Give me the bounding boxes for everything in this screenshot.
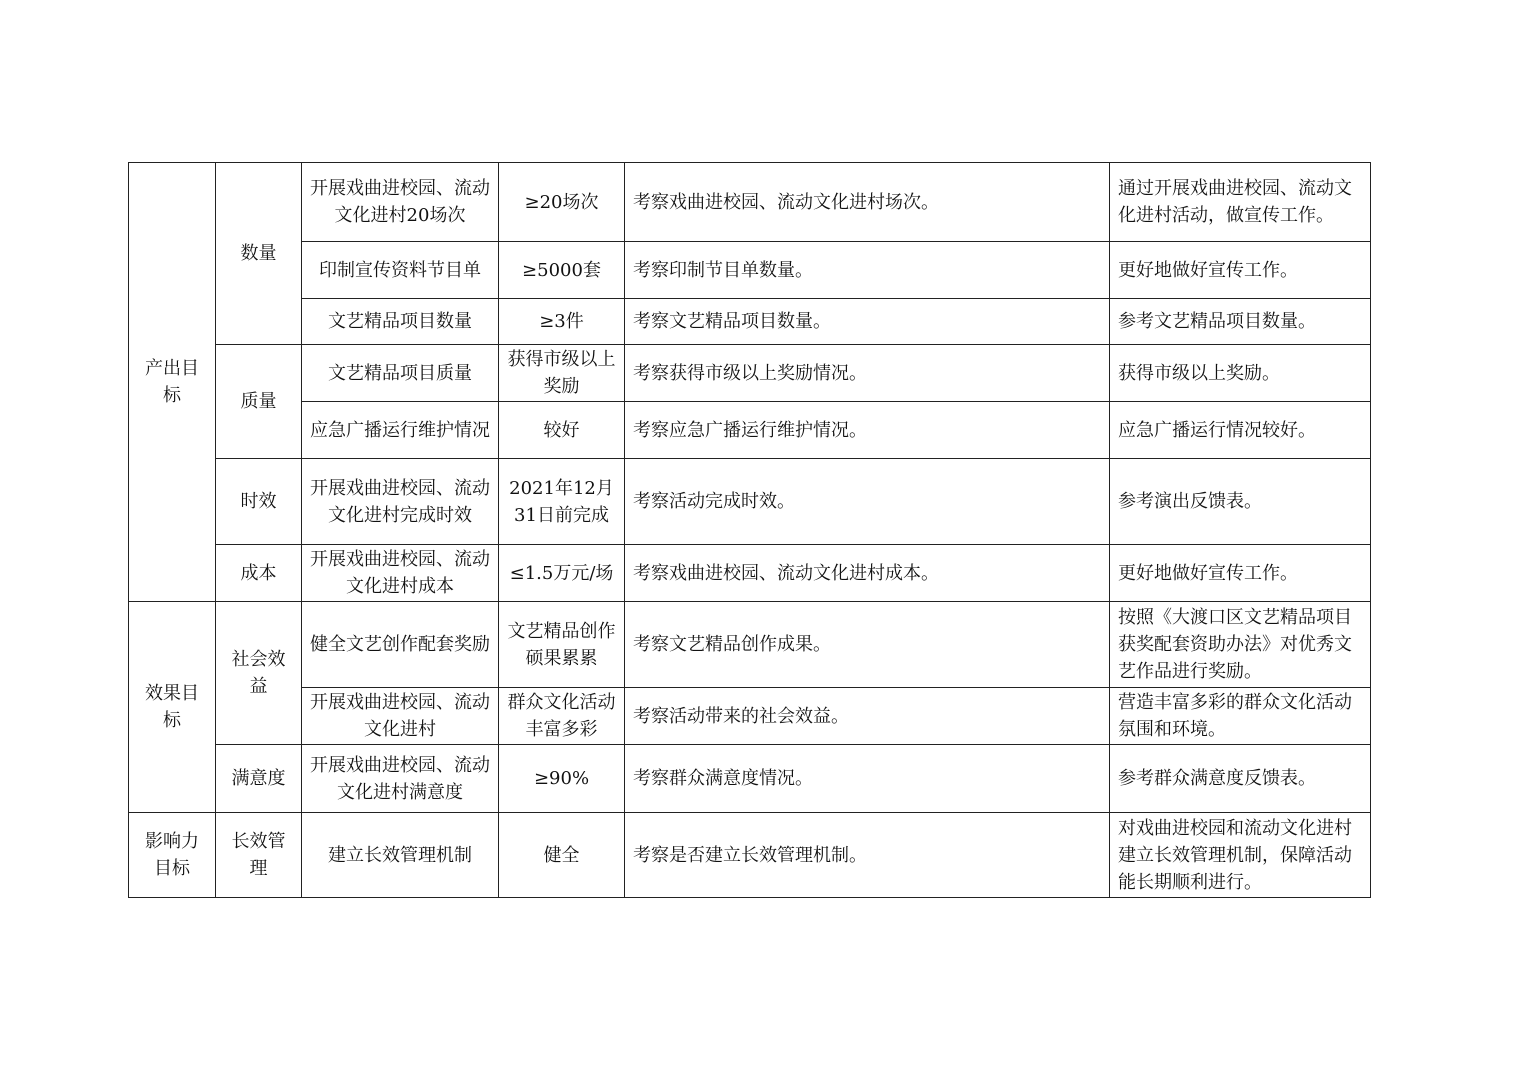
- criterion-cell: 考察活动完成时效。: [625, 459, 1110, 545]
- value-cell: 2021年12月31日前完成: [499, 459, 625, 545]
- note-cell: 获得市级以上奖励。: [1110, 345, 1371, 402]
- indicator-cell: 开展戏曲进校园、流动文化进村成本: [302, 545, 499, 602]
- table-row: [129, 545, 1371, 602]
- level2-quantity-cell: 数量: [216, 163, 302, 345]
- table-row: [129, 402, 1371, 459]
- level2-timeliness-cell: 时效: [216, 459, 302, 545]
- value-cell: 健全: [499, 813, 625, 898]
- table-row: [129, 602, 1371, 688]
- criterion-cell: 考察戏曲进校园、流动文化进村成本。: [625, 545, 1110, 602]
- indicator-cell: 开展戏曲进校园、流动文化进村: [302, 688, 499, 745]
- indicator-cell: 开展戏曲进校园、流动文化进村满意度: [302, 745, 499, 813]
- indicator-cell: 文艺精品项目质量: [302, 345, 499, 402]
- indicator-cell: 健全文艺创作配套奖励: [302, 602, 499, 688]
- indicator-cell: 开展戏曲进校园、流动文化进村完成时效: [302, 459, 499, 545]
- table-row: [129, 163, 1371, 242]
- criterion-cell: 考察文艺精品创作成果。: [625, 602, 1110, 688]
- criterion-cell: 考察是否建立长效管理机制。: [625, 813, 1110, 898]
- note-cell: 参考群众满意度反馈表。: [1110, 745, 1371, 813]
- note-cell: 通过开展戏曲进校园、流动文化进村活动，做宣传工作。: [1110, 163, 1371, 242]
- level1-output-cell: 产出目标: [129, 163, 216, 602]
- indicator-cell: 文艺精品项目数量: [302, 299, 499, 345]
- value-cell: ≥5000套: [499, 242, 625, 299]
- note-cell: 更好地做好宣传工作。: [1110, 545, 1371, 602]
- criterion-cell: 考察群众满意度情况。: [625, 745, 1110, 813]
- indicator-cell: 建立长效管理机制: [302, 813, 499, 898]
- value-cell: 较好: [499, 402, 625, 459]
- note-cell: 应急广播运行情况较好。: [1110, 402, 1371, 459]
- note-cell: 更好地做好宣传工作。: [1110, 242, 1371, 299]
- indicator-cell: 开展戏曲进校园、流动文化进村20场次: [302, 163, 499, 242]
- level2-longterm-cell: 长效管理: [216, 813, 302, 898]
- table-row: [129, 242, 1371, 299]
- table-row: [129, 688, 1371, 745]
- table-row: [129, 745, 1371, 813]
- table-row: [129, 459, 1371, 545]
- level2-quality-cell: 质量: [216, 345, 302, 459]
- level2-satisfaction-cell: 满意度: [216, 745, 302, 813]
- note-cell: 对戏曲进校园和流动文化进村建立长效管理机制，保障活动能长期顺利进行。: [1110, 813, 1371, 898]
- level2-social-cell: 社会效益: [216, 602, 302, 745]
- note-cell: 参考演出反馈表。: [1110, 459, 1371, 545]
- note-cell: 营造丰富多彩的群众文化活动氛围和环境。: [1110, 688, 1371, 745]
- criterion-cell: 考察戏曲进校园、流动文化进村场次。: [625, 163, 1110, 242]
- indicator-cell: 应急广播运行维护情况: [302, 402, 499, 459]
- note-cell: 参考文艺精品项目数量。: [1110, 299, 1371, 345]
- level2-cost-cell: 成本: [216, 545, 302, 602]
- indicator-cell: 印制宣传资料节目单: [302, 242, 499, 299]
- table-row: [129, 813, 1371, 898]
- note-cell: 按照《大渡口区文艺精品项目获奖配套资助办法》对优秀文艺作品进行奖励。: [1110, 602, 1371, 688]
- value-cell: 群众文化活动丰富多彩: [499, 688, 625, 745]
- value-cell: ≥3件: [499, 299, 625, 345]
- value-cell: ≤1.5万元/场: [499, 545, 625, 602]
- level1-influence-cell: 影响力目标: [129, 813, 216, 898]
- level1-effect-cell: 效果目标: [129, 602, 216, 813]
- criterion-cell: 考察文艺精品项目数量。: [625, 299, 1110, 345]
- value-cell: 文艺精品创作硕果累累: [499, 602, 625, 688]
- value-cell: 获得市级以上奖励: [499, 345, 625, 402]
- table-row: [129, 299, 1371, 345]
- criterion-cell: 考察印制节目单数量。: [625, 242, 1110, 299]
- criterion-cell: 考察获得市级以上奖励情况。: [625, 345, 1110, 402]
- performance-indicator-table: [128, 162, 1371, 898]
- value-cell: ≥90%: [499, 745, 625, 813]
- criterion-cell: 考察活动带来的社会效益。: [625, 688, 1110, 745]
- table-row: [129, 345, 1371, 402]
- criterion-cell: 考察应急广播运行维护情况。: [625, 402, 1110, 459]
- value-cell: ≥20场次: [499, 163, 625, 242]
